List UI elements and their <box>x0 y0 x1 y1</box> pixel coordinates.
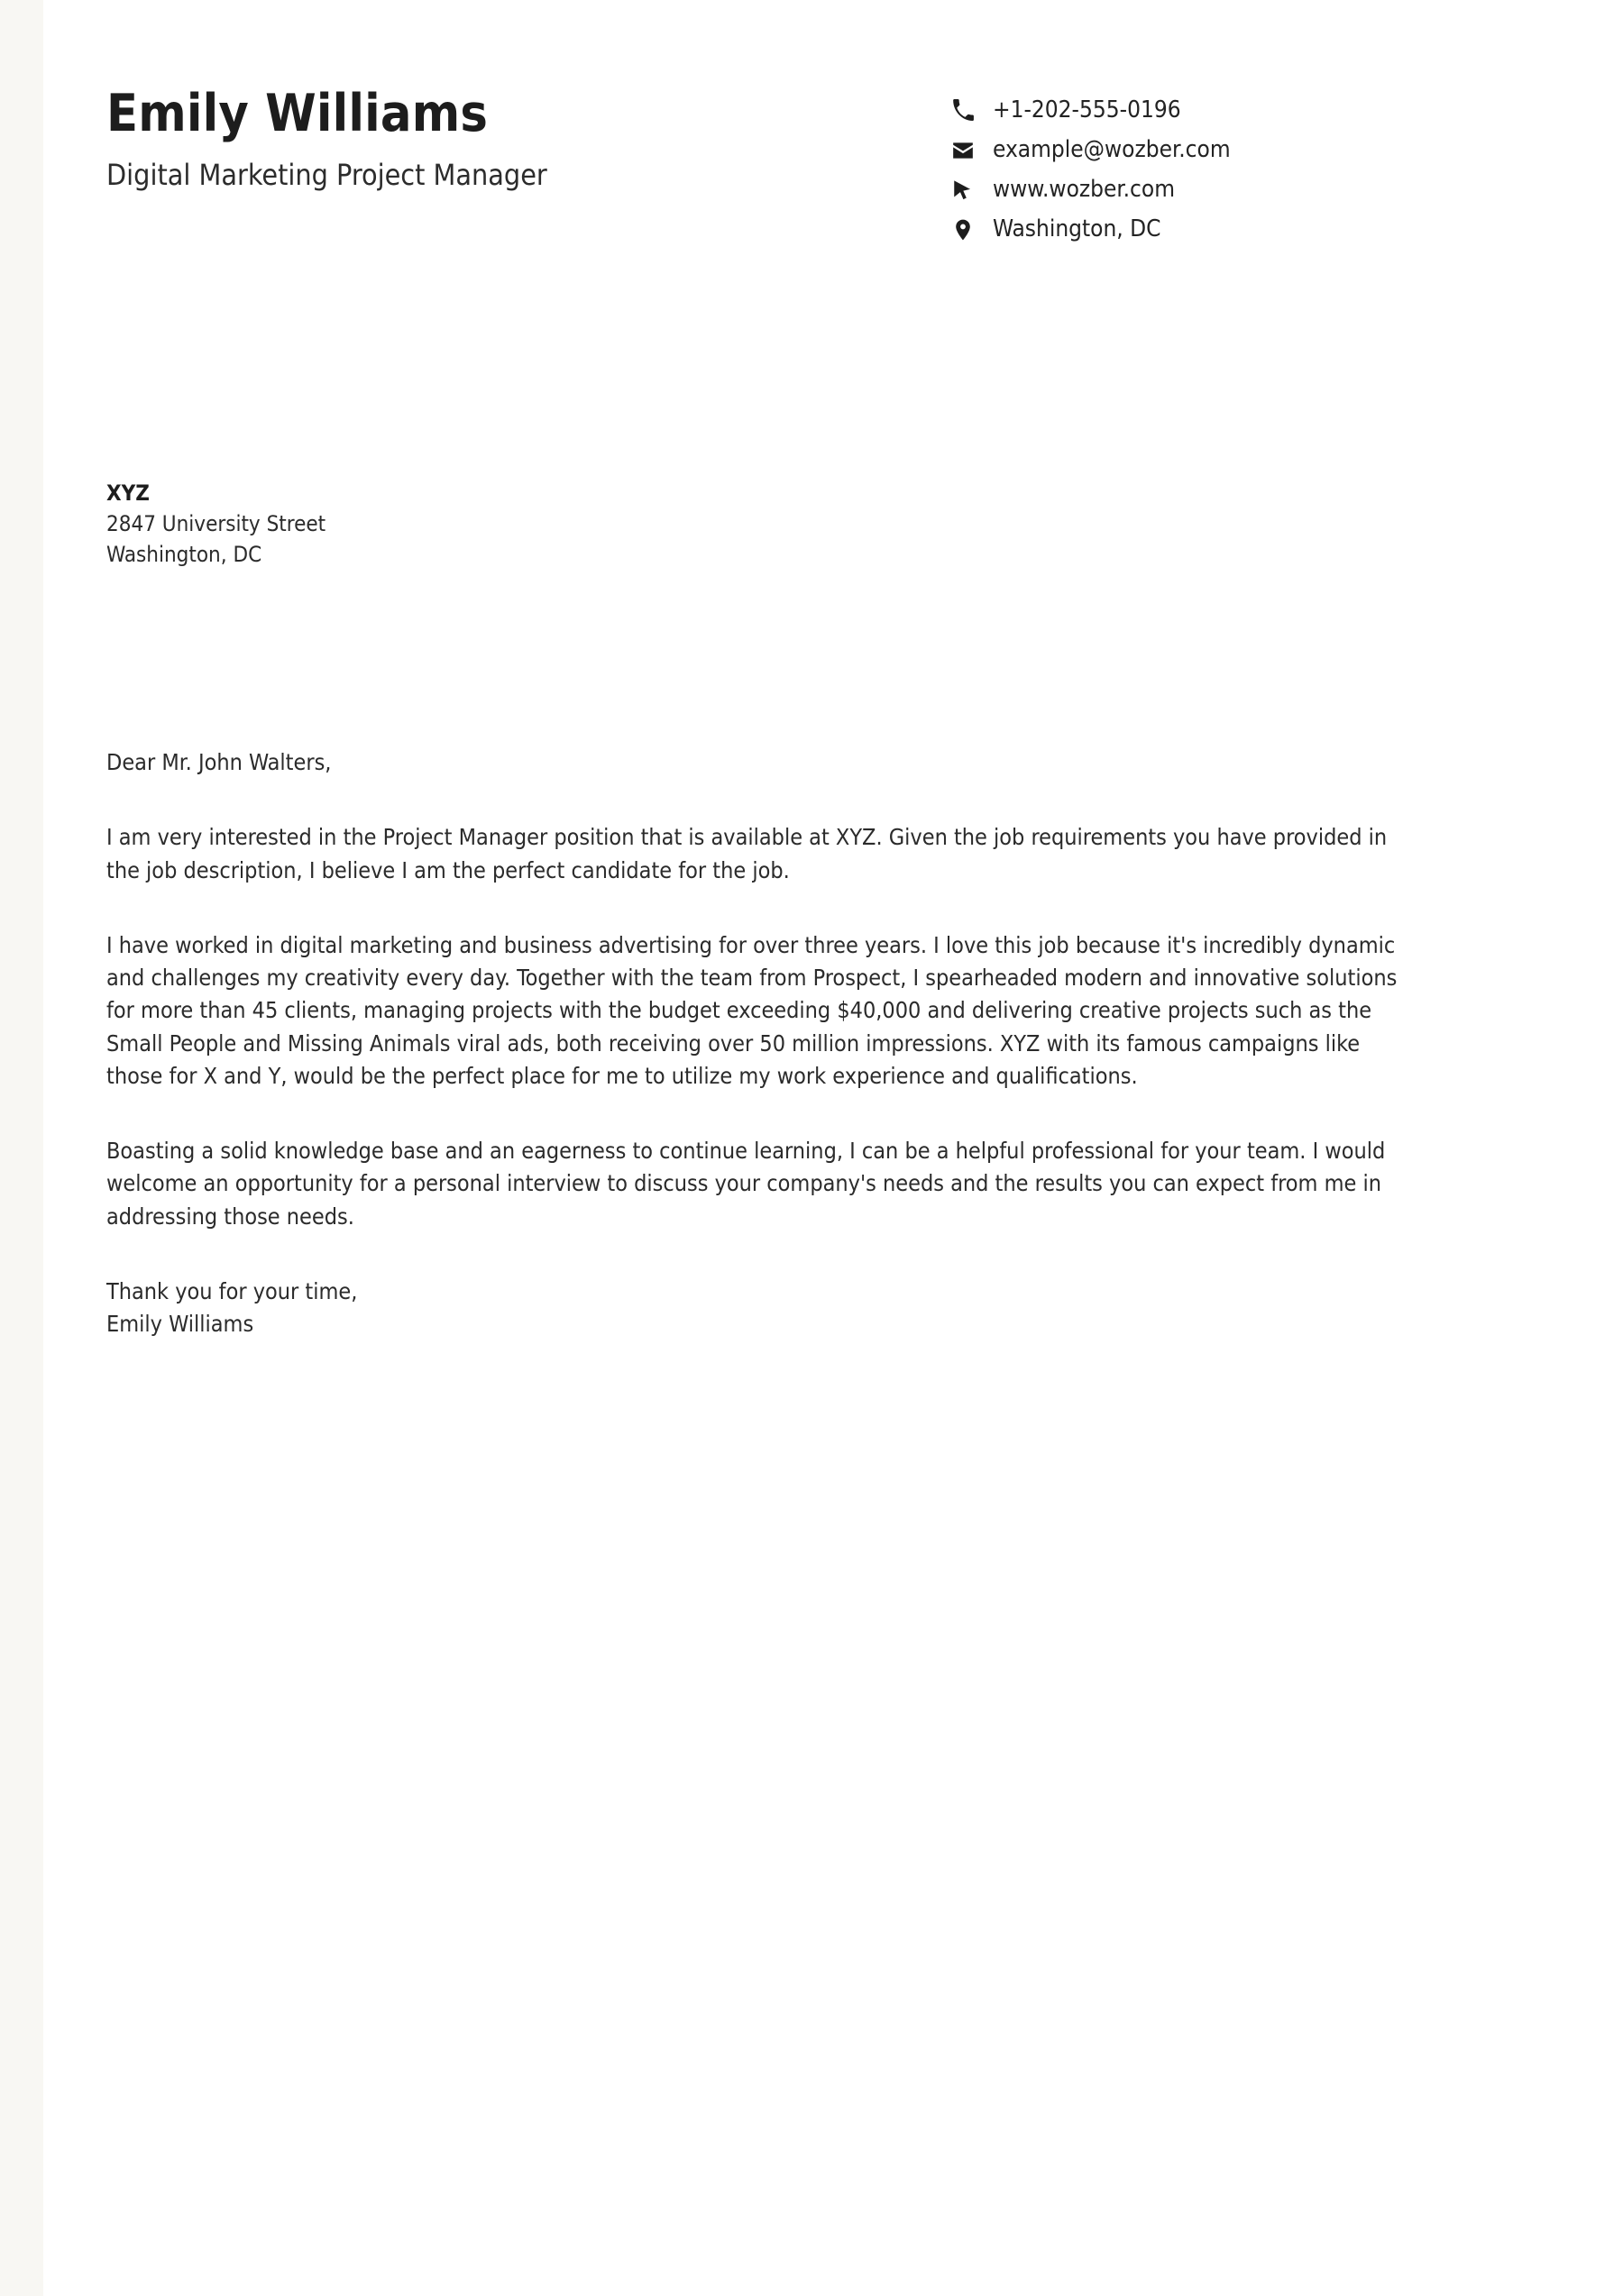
letter-closing-phrase: Thank you for your time, <box>106 1277 358 1304</box>
contact-item-phone <box>951 94 1231 128</box>
contact-value-phone: +1-202-555-0196 <box>993 96 1181 124</box>
contact-item-email <box>951 133 1231 168</box>
applicant-name: Emily Williams <box>106 84 489 143</box>
letter-paragraph-1: I am very interested in the Project Manager position that is available at XYZ. Given the job requirements you have provided in the job description, I believe I am the perfect candidate for the job. <box>106 824 1388 883</box>
recipient-company: XYZ <box>106 480 150 506</box>
letter-signature-name: Emily Williams <box>106 1311 254 1337</box>
phone-icon <box>951 98 977 123</box>
letter-closing-block <box>106 1276 1416 1341</box>
letter-salutation: Dear Mr. John Walters, <box>106 749 332 775</box>
recipient-city-state: Washington, DC <box>106 542 262 568</box>
letter-header <box>106 0 1513 285</box>
letter-body <box>106 746 1416 1340</box>
page-content <box>106 0 1513 2296</box>
envelope-icon <box>951 138 977 163</box>
contact-item-website <box>951 173 1231 207</box>
location-pin-icon <box>951 217 977 242</box>
identity-block <box>106 84 918 192</box>
cursor-arrow-icon <box>951 178 977 203</box>
contact-value-location: Washington, DC <box>993 215 1161 243</box>
recipient-address-block <box>106 478 918 570</box>
contact-info-list <box>951 94 1231 252</box>
contact-item-location <box>951 213 1231 247</box>
applicant-job-title: Digital Marketing Project Manager <box>106 157 547 192</box>
letter-paragraph-3: Boasting a solid knowledge base and an eagerness to continue learning, I can be a helpful professional for your team. I would welcome an opportunity for a personal interview to discuss your company's needs and the results you can expect from me in addressing those needs. <box>106 1138 1386 1230</box>
left-accent-stripe <box>0 0 43 2296</box>
recipient-street: 2847 University Street <box>106 511 326 537</box>
contact-value-website: www.wozber.com <box>993 176 1176 204</box>
contact-value-email: example@wozber.com <box>993 136 1231 164</box>
letter-paragraph-2: I have worked in digital marketing and business advertising for over three years. I love this job because it's incredibly dynamic and challenges my creativity every day. Together with the team from Prospect, I spearheaded modern and innovative solutions for more than 45 clients, managing projects with the budget exceeding $40,000 and delivering creative projects such as the Small People and Missing Animals viral ads, both receiving over 50 million impressions. XYZ with its famous campaigns like those for X and Y, would be the perfect place for me to utilize my work experience and qualifications. <box>106 931 1398 1089</box>
